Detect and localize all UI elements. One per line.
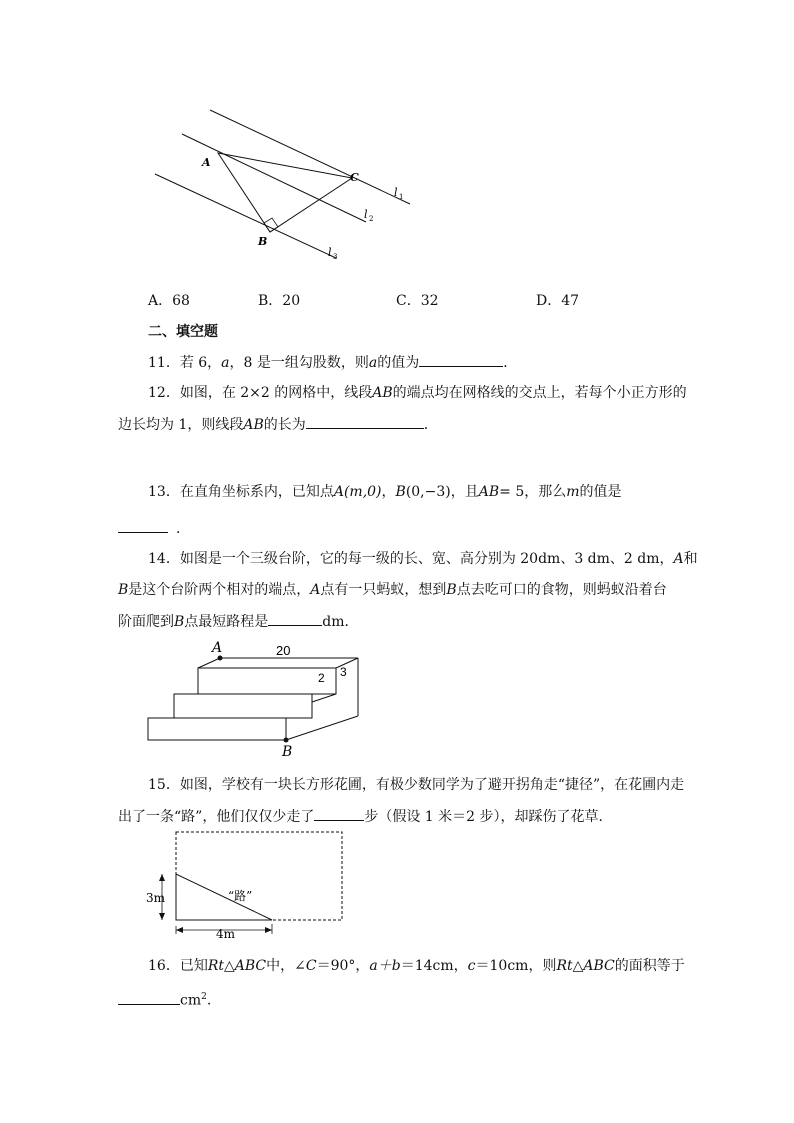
label-B: B (258, 235, 268, 248)
question-15-line-1: 15．如图，学校有一块长方形花圃，有极少数同学为了避开拐角走“捷径”，在花圃内走 (148, 777, 685, 793)
label-l2: l (364, 208, 368, 221)
question-13-answer: ． (118, 518, 190, 539)
option-d: D．47 (536, 293, 580, 309)
option-b: B．20 (258, 293, 301, 309)
label-length: 20 (276, 643, 291, 658)
answer-blank-13[interactable] (118, 518, 168, 533)
question-16-line-2: $cm^2$. (118, 987, 211, 1011)
question-12-line-2: 边长均为 1，则线段AB的长为 ． (118, 414, 438, 435)
label-l3: l (328, 246, 332, 259)
label-height: 2 (318, 671, 325, 685)
garden-figure (140, 828, 350, 940)
answer-blank-14[interactable] (268, 611, 322, 626)
label-B: B (282, 744, 293, 760)
label-l2-sub: 2 (369, 215, 374, 223)
question-14-line-3: 阶面爬到B点最短路程是 dm． (118, 611, 359, 632)
label-l1-sub: 1 (399, 193, 404, 201)
answer-blank-15[interactable] (314, 806, 364, 821)
label-A: A (202, 156, 211, 169)
line-l3 (155, 174, 336, 258)
point-B (284, 738, 289, 743)
question-12-line-1: 12．如图，在 2×2 的网格中，线段AB的端点均在网格线的交点上，若每个小正方形的 (148, 385, 687, 401)
staircase-figure (140, 638, 370, 760)
right-triangle-path (176, 874, 272, 920)
road-label: “路” (228, 889, 253, 903)
label-width: 3 (340, 665, 347, 679)
option-a: A．68 (148, 293, 190, 309)
question-11: 11．若 6，a，8 是一组勾股数，则a的值为 ． (148, 352, 517, 373)
label-l1: l (394, 186, 398, 199)
answer-blank-16[interactable] (118, 990, 180, 1005)
triangle-abc (218, 153, 352, 232)
option-c: C．32 (396, 293, 439, 309)
label-C: C (350, 171, 359, 184)
section-title: 二、填空题 (148, 324, 218, 340)
question-14-line-1: 14．如图是一个三级台阶，它的每一级的长、宽、高分别为 20dm、3 dm、2 dm，A和 (148, 551, 698, 567)
question-13: 13．在直角坐标系内，已知点A(m,0)，B(0,−3)，且AB= 5，那么m的值是 (148, 484, 622, 500)
label-4m: 4m (216, 927, 236, 940)
answer-blank-11[interactable] (419, 352, 503, 367)
label-A: A (212, 640, 223, 656)
answer-blank-12[interactable] (306, 414, 424, 429)
label-l3-sub: 3 (333, 253, 338, 261)
line-l2 (182, 134, 366, 222)
label-3m: 3m (146, 891, 166, 905)
point-A (218, 656, 223, 661)
question-14-line-2: B是这个台阶两个相对的端点，A点有一只蚂蚁，想到B点去吃可口的食物，则蚂蚁沿着台 (118, 582, 667, 598)
question-15-line-2: 出了一条“路”，他们仅仅少走了 步（假设 1 米＝2 步），却踩伤了花草． (118, 806, 613, 827)
parallel-lines-figure (140, 100, 440, 270)
question-16-line-1: 16．已知Rt△ABC中，∠C＝90°，a＋b＝14cm，c＝10cm，则Rt△ABC的面积等于 (148, 958, 685, 974)
